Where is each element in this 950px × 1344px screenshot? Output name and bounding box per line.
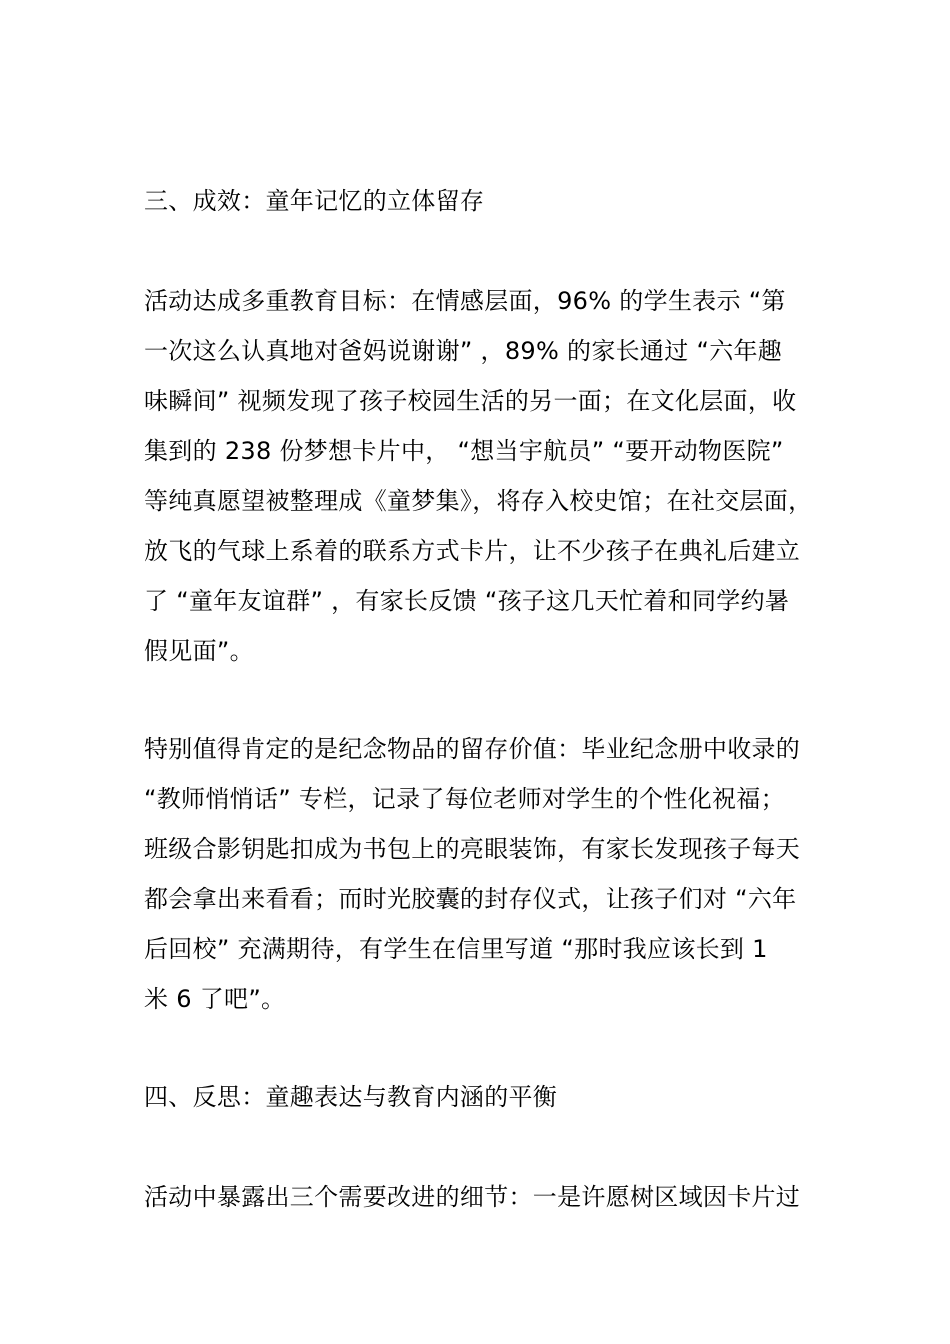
paragraph-line: 米 6 了吧”。 bbox=[144, 985, 286, 1013]
paragraph-line: 后回校” 充满期待，有学生在信里写道 “那时我应该长到 1 bbox=[144, 935, 768, 963]
section-heading-reflection: 四、反思：童趣表达与教育内涵的平衡 bbox=[144, 1083, 558, 1111]
paragraph-line: 特别值得肯定的是纪念物品的留存价值：毕业纪念册中收录的 bbox=[144, 735, 801, 763]
paragraph-line: 放飞的气球上系着的联系方式卡片，让不少孩子在典礼后建立 bbox=[144, 537, 801, 565]
paragraph-line: 了 “童年友谊群” ，有家长反馈 “孩子这几天忙着和同学约暑 bbox=[144, 587, 790, 615]
section-heading-results: 三、成效：童年记忆的立体留存 bbox=[144, 187, 485, 215]
paragraph-line: 集到的 238 份梦想卡片中， “想当宇航员” “要开动物医院” bbox=[144, 437, 784, 465]
paragraph-line: 活动达成多重教育目标：在情感层面，96% 的学生表示 “第 bbox=[144, 287, 786, 315]
paragraph-line: 活动中暴露出三个需要改进的细节：一是许愿树区域因卡片过 bbox=[144, 1183, 801, 1211]
paragraph-line: 假见面”。 bbox=[144, 637, 254, 665]
paragraph-line: 一次这么认真地对爸妈说谢谢” ，89% 的家长通过 “六年趣 bbox=[144, 337, 783, 365]
paragraph-line: 味瞬间” 视频发现了孩子校园生活的另一面；在文化层面，收 bbox=[144, 387, 797, 415]
paragraph-line: “教师悄悄话” 专栏，记录了每位老师对学生的个性化祝福； bbox=[144, 785, 785, 813]
paragraph-line: 班级合影钥匙扣成为书包上的亮眼装饰，有家长发现孩子每天 bbox=[144, 835, 801, 863]
paragraph-line: 都会拿出来看看；而时光胶囊的封存仪式，让孩子们对 “六年 bbox=[144, 885, 797, 913]
paragraph-line: 等纯真愿望被整理成《童梦集》，将存入校史馆；在社交层面， bbox=[144, 487, 813, 515]
